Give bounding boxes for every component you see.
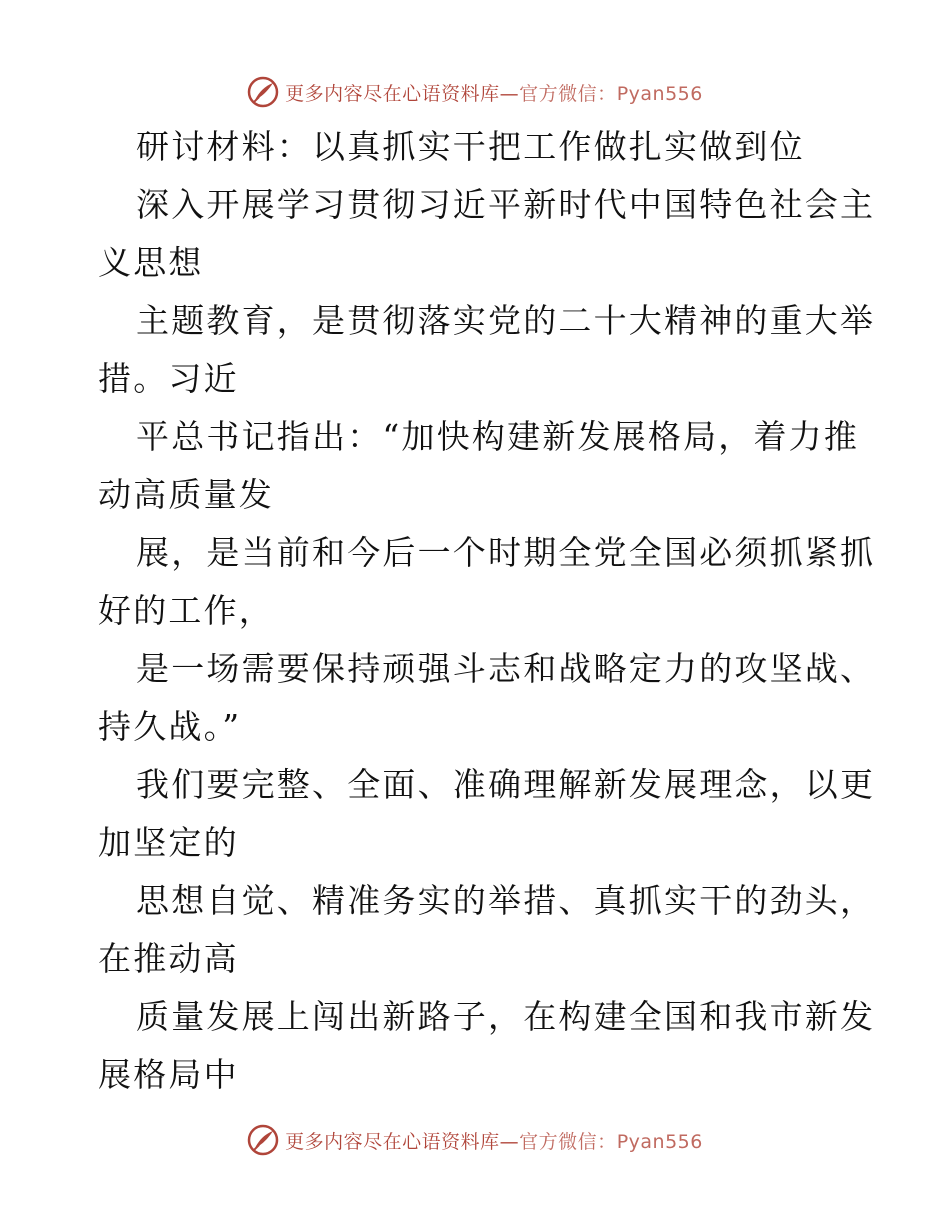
paragraph-line: 措。习近	[98, 359, 239, 398]
watermark-text	[285, 79, 703, 106]
paragraph-line: 主题教育，是贯彻落实党的二十大精神的重大举	[136, 301, 876, 340]
watermark-site: 更多内容尽在心语资料库	[285, 82, 500, 105]
watermark-wechat-id: Pyan556	[616, 82, 703, 105]
feather-logo-icon	[247, 76, 279, 108]
paragraph-line: 我们要完整、全面、准确理解新发展理念，以更	[136, 765, 876, 804]
watermark-wechat-label: 官方微信：	[519, 1130, 617, 1153]
paragraph-line: 平总书记指出：“加快构建新发展格局，着力推	[136, 417, 860, 456]
watermark-separator: —	[499, 82, 520, 105]
document-title: 研讨材料：以真抓实干把工作做扎实做到位	[136, 127, 805, 166]
watermark-text	[285, 1127, 703, 1154]
document-body	[98, 118, 876, 1104]
paragraph-line: 在推动高	[98, 939, 239, 978]
feather-logo-icon	[247, 1124, 279, 1156]
paragraph-line: 动高质量发	[98, 475, 274, 514]
paragraph-line: 展，是当前和今后一个时期全党全国必须抓紧抓	[136, 533, 876, 572]
paragraph-line: 义思想	[98, 243, 204, 282]
watermark-separator: —	[499, 1130, 520, 1153]
paragraph-line: 好的工作，	[98, 591, 274, 630]
paragraph-line: 质量发展上闯出新路子，在构建全国和我市新发	[136, 997, 876, 1036]
paragraph-line: 持久战。”	[98, 707, 242, 746]
watermark-footer	[0, 1120, 950, 1160]
paragraph-line: 加坚定的	[98, 823, 239, 862]
watermark-wechat-label: 官方微信：	[519, 82, 617, 105]
watermark-site: 更多内容尽在心语资料库	[285, 1130, 500, 1153]
paragraph-line: 展格局中	[98, 1055, 239, 1094]
watermark-wechat-id: Pyan556	[616, 1130, 703, 1153]
paragraph-line: 深入开展学习贯彻习近平新时代中国特色社会主	[136, 185, 876, 224]
watermark-header	[0, 72, 950, 112]
paragraph-line: 是一场需要保持顽强斗志和战略定力的攻坚战、	[136, 649, 876, 688]
paragraph-line: 思想自觉、精准务实的举措、真抓实干的劲头，	[136, 881, 876, 920]
